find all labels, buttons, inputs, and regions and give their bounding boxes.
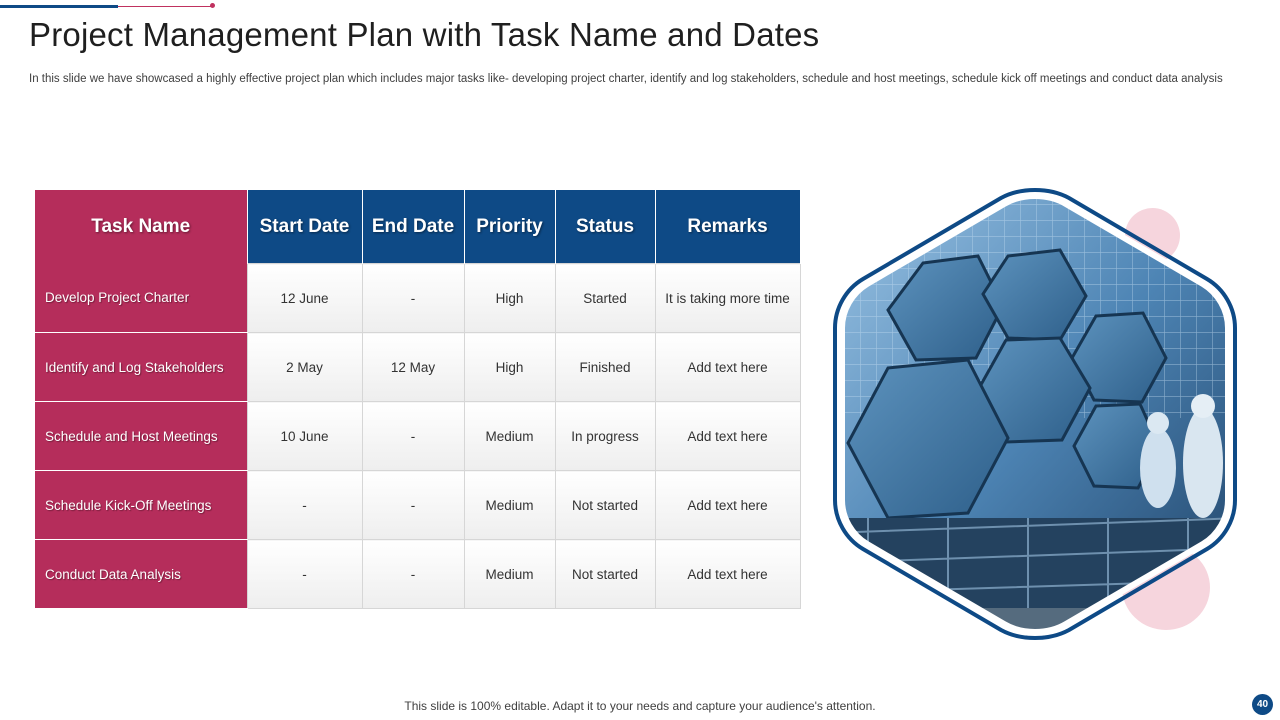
remarks-cell: Add text here bbox=[655, 471, 800, 540]
priority-cell: Medium bbox=[464, 402, 555, 471]
footer-note: This slide is 100% editable. Adapt it to your needs and capture your audience's attention. bbox=[404, 699, 876, 713]
start-date-cell: - bbox=[247, 540, 362, 609]
start-date-cell: 12 June bbox=[247, 264, 362, 333]
header-status: Status bbox=[555, 190, 655, 264]
remarks-cell: Add text here bbox=[655, 333, 800, 402]
header-start-date: Start Date bbox=[247, 190, 362, 264]
slide-description: In this slide we have showcased a highly effective project plan which includes major tasks like- developing project charter, identify and log stakeholders, schedule and host meetings, schedule kick off meetings and conduct data analysis bbox=[29, 73, 1223, 85]
start-date-cell: - bbox=[247, 471, 362, 540]
status-cell: Started bbox=[555, 264, 655, 333]
task-name-cell: Identify and Log Stakeholders bbox=[35, 333, 247, 402]
start-date-cell: 2 May bbox=[247, 333, 362, 402]
end-date-cell: - bbox=[362, 402, 464, 471]
status-cell: Not started bbox=[555, 471, 655, 540]
status-cell: Not started bbox=[555, 540, 655, 609]
priority-cell: High bbox=[464, 264, 555, 333]
task-name-cell: Schedule and Host Meetings bbox=[35, 402, 247, 471]
table-row bbox=[35, 333, 800, 402]
task-name-cell: Develop Project Charter bbox=[35, 264, 247, 333]
end-date-cell: - bbox=[362, 540, 464, 609]
start-date-cell: 10 June bbox=[247, 402, 362, 471]
table-row bbox=[35, 402, 800, 471]
remarks-cell: Add text here bbox=[655, 402, 800, 471]
table-header-row bbox=[35, 190, 800, 264]
remarks-cell: It is taking more time bbox=[655, 264, 800, 333]
header-end-date: End Date bbox=[362, 190, 464, 264]
end-date-cell: - bbox=[362, 471, 464, 540]
table-row bbox=[35, 471, 800, 540]
remarks-cell: Add text here bbox=[655, 540, 800, 609]
table-row bbox=[35, 540, 800, 609]
task-name-cell: Schedule Kick-Off Meetings bbox=[35, 471, 247, 540]
telescope-mirror-photo bbox=[828, 188, 1242, 640]
slide-title: Project Management Plan with Task Name and Dates bbox=[29, 16, 820, 53]
header-remarks: Remarks bbox=[655, 190, 800, 264]
end-date-cell: - bbox=[362, 264, 464, 333]
project-plan-table bbox=[35, 190, 801, 609]
end-date-cell: 12 May bbox=[362, 333, 464, 402]
status-cell: Finished bbox=[555, 333, 655, 402]
priority-cell: High bbox=[464, 333, 555, 402]
header-priority: Priority bbox=[464, 190, 555, 264]
page-number-badge: 40 bbox=[1252, 694, 1273, 715]
task-name-cell: Conduct Data Analysis bbox=[35, 540, 247, 609]
header-task-name: Task Name bbox=[35, 190, 247, 264]
table-row bbox=[35, 264, 800, 333]
status-cell: In progress bbox=[555, 402, 655, 471]
priority-cell: Medium bbox=[464, 471, 555, 540]
priority-cell: Medium bbox=[464, 540, 555, 609]
